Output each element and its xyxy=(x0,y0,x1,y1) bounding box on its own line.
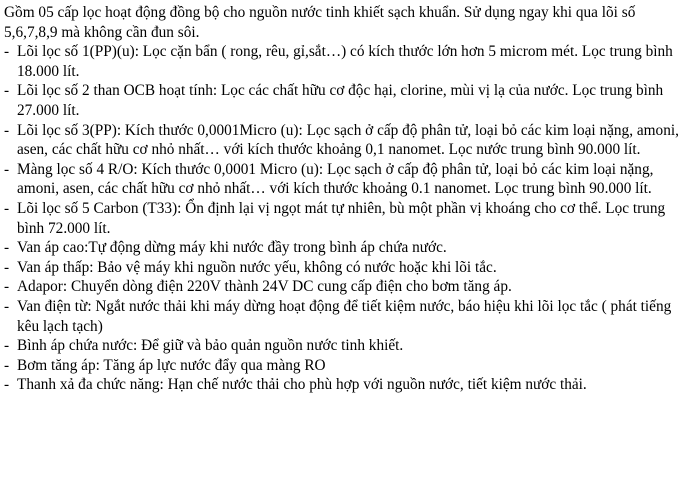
list-item-text: Van áp cao:Tự động dừng máy khi nước đầy trong bình áp chứa nước. xyxy=(17,239,447,257)
list-item-filter-1 xyxy=(4,42,680,81)
list-item-text: Lõi lọc số 3(PP): Kích thước 0,0001Micro (u): Lọc sạch ở cấp độ phân tử, loại bỏ các kim loại nặng, amoni, asen, các chất hữu cơ nhỏ nhất… với kích thước khoảng 0,1 nanomet. Lọc nước trung bình 90.000 lít. xyxy=(17,121,679,159)
list-item-pressure-tank xyxy=(4,336,680,356)
bullet-dash: - xyxy=(4,376,10,394)
list-item-text: Lõi lọc số 2 than OCB hoạt tính: Lọc các chất hữu cơ độc hại, clorine, mùi vị lạ của nước. Lọc trung bình 27.000 lít. xyxy=(17,82,664,119)
document-body xyxy=(4,3,680,395)
list-item-filter-2 xyxy=(4,81,680,120)
list-item-text: Van điện từ: Ngắt nước thải khi máy dừng hoạt động để tiết kiệm nước, báo hiệu khi lõi lọc tắc ( phát tiếng kêu lạch tạch) xyxy=(17,297,672,335)
list-item-text: Lõi lọc số 1(PP)(u): Lọc cặn bẩn ( rong, rêu, gỉ,sắt…) có kích thước lớn hơn 5 microm mét. Lọc trung bình 18.000 lít. xyxy=(17,43,673,80)
bullet-dash: - xyxy=(4,258,10,276)
bullet-dash: - xyxy=(4,337,10,355)
bullet-dash: - xyxy=(4,297,10,315)
intro-paragraph: Gồm 05 cấp lọc hoạt động đồng bộ cho nguồn nước tinh khiết sạch khuẩn. Sử dụng ngay khi qua lõi số 5,6,7,8,9 mà không cần đun sôi. xyxy=(4,4,636,41)
bullet-dash: - xyxy=(4,82,10,100)
bullet-dash: - xyxy=(4,43,10,61)
bullet-dash: - xyxy=(4,121,10,139)
list-item-membrane-4 xyxy=(4,160,680,199)
list-item-text: Adapor: Chuyển dòng điện 220V thành 24V DC cung cấp điện cho bơm tăng áp. xyxy=(17,278,512,296)
list-item-adapter xyxy=(4,277,680,297)
list-item-solenoid-valve xyxy=(4,297,680,336)
bullet-dash: - xyxy=(4,239,10,257)
list-item-low-pressure-valve xyxy=(4,258,680,278)
bullet-dash: - xyxy=(4,278,10,296)
list-item-booster-pump xyxy=(4,356,680,376)
list-item-text: Màng lọc số 4 R/O: Kích thước 0,0001 Micro (u): Lọc sạch ở cấp độ phân tử, loại bỏ các kim loại nặng, amoni, asen, các chất hữu cơ nhỏ nhất… với kích thước khoảng 0.1 nanomet. Lọc trung bình 90.000 lít. xyxy=(17,160,654,198)
feature-list xyxy=(4,42,680,395)
list-item-text: Lõi lọc số 5 Carbon (T33): Ổn định lại vị ngọt mát tự nhiên, bù một phần vị khoáng cho cơ thể. Lọc trung bình 72.000 lít. xyxy=(17,199,666,237)
list-item-text: Thanh xả đa chức năng: Hạn chế nước thải cho phù hợp với nguồn nước, tiết kiệm nước thải. xyxy=(17,376,587,394)
list-item-text: Van áp thấp: Bảo vệ máy khi nguồn nước yếu, không có nước hoặc khi lõi tắc. xyxy=(17,258,497,276)
bullet-dash: - xyxy=(4,160,10,178)
list-item-high-pressure-valve xyxy=(4,238,680,258)
list-item-text: Bơm tăng áp: Tăng áp lực nước đẩy qua màng RO xyxy=(17,356,326,374)
list-item-filter-5 xyxy=(4,199,680,238)
bullet-dash: - xyxy=(4,356,10,374)
list-item-drain-bar xyxy=(4,375,680,395)
bullet-dash: - xyxy=(4,199,10,217)
list-item-text: Bình áp chứa nước: Để giữ và bảo quản nguồn nước tinh khiết. xyxy=(17,337,404,355)
list-item-filter-3 xyxy=(4,121,680,160)
